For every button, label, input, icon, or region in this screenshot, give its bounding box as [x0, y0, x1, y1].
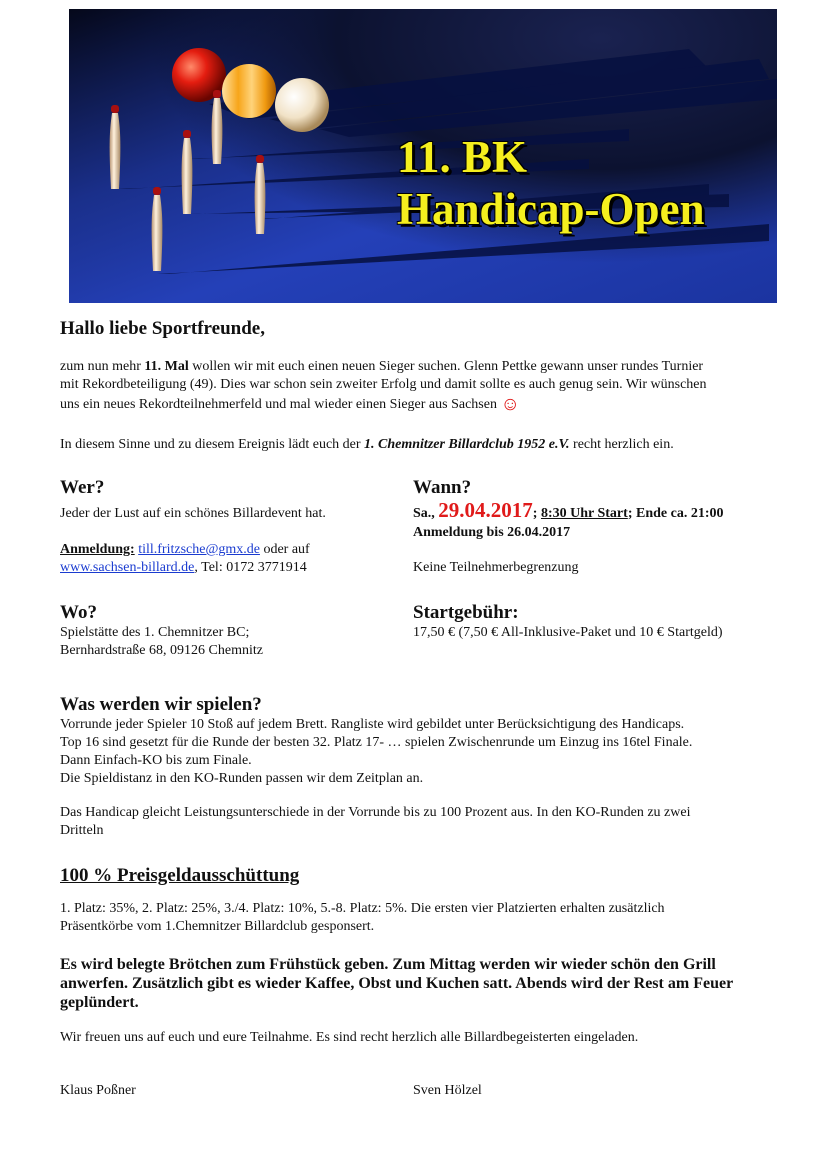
prize-distribution: [60, 900, 665, 936]
games-line-3: Dann Einfach-KO bis zum Finale.: [60, 753, 252, 768]
games-heading: Was werden wir spielen?: [60, 694, 262, 715]
invite-paragraph: [60, 436, 674, 454]
prize-heading: 100 % Preisgeldausschüttung: [60, 865, 300, 886]
phone-number: , Tel: 0172 3771914: [194, 560, 307, 575]
greeting-heading: Hallo liebe Sportfreunde,: [60, 318, 265, 339]
intro-bold-edition: 11. Mal: [144, 359, 189, 374]
venue-line-1: Spielstätte des 1. Chemnitzer BC;: [60, 625, 250, 640]
smiley-icon: ☺: [500, 394, 520, 415]
signature-right: Sven Hölzel: [413, 1083, 482, 1098]
header-banner: [69, 9, 777, 303]
start-time: 8:30 Uhr Start: [540, 506, 628, 521]
games-line-1: Vorrunde jeder Spieler 10 Stoß auf jedem Brett. Rangliste wird gebildet unter Berücksichtigung des Handicaps.: [60, 717, 685, 732]
invite-text-2: recht herzlich ein.: [569, 437, 674, 452]
banner-title-line1: 11. BK: [397, 132, 528, 182]
catering-paragraph: [60, 955, 733, 1012]
prize-line-2: Präsentkörbe vom 1.Chemnitzer Billardclub gesponsert.: [60, 919, 375, 934]
handicap-line-2: Dritteln: [60, 823, 104, 838]
games-line-2: Top 16 sind gesetzt für die Runde der besten 32. Platz 17- … spielen Zwischenrunde um Einzug ins 16tel Finale.: [60, 735, 693, 750]
wann-heading: Wann?: [413, 477, 472, 498]
closing-text: Wir freuen uns auf euch und eure Teilnahme. Es sind recht herzlich alle Billardbegeisterten eingeladen.: [60, 1030, 639, 1045]
invite-text-1: In diesem Sinne und zu diesem Ereignis lädt euch der: [60, 437, 365, 452]
registration-oder: oder auf: [259, 542, 310, 557]
handicap-paragraph: [60, 804, 691, 840]
catering-line-1: Es wird belegte Brötchen zum Frühstück geben. Zum Mittag werden wir wieder schön den Grill: [60, 956, 716, 973]
handicap-line-1: Das Handicap gleicht Leistungsunterschiede in der Vorrunde bis zu 100 Prozent aus. In den KO-Runden zu zwei: [60, 805, 691, 820]
venue-line-2: Bernhardstraße 68, 09126 Chemnitz: [60, 643, 263, 658]
intro-text-1: zum nun mehr: [60, 359, 145, 374]
wann-date-line: [413, 498, 724, 523]
banner-title-line2: Handicap-Open: [397, 184, 705, 234]
website-link[interactable]: www.sachsen-billard.de: [60, 560, 195, 575]
wo-heading: Wo?: [60, 602, 97, 623]
wer-text: Jeder der Lust auf ein schönes Billardevent hat.: [60, 506, 326, 521]
prize-line-1: 1. Platz: 35%, 2. Platz: 25%, 3./4. Platz: 10%, 5.-8. Platz: 5%. Die ersten vier Platzierten erhalten zusätzlich: [60, 901, 665, 916]
fee-heading: Startgebühr:: [413, 602, 519, 623]
venue-address: [60, 624, 263, 660]
banner-title: [397, 131, 705, 235]
end-time: ; Ende ca. 21:00: [627, 506, 724, 521]
fee-text: 17,50 € (7,50 € All-Inklusive-Paket und 10 € Startgeld): [413, 625, 723, 640]
participant-limit: Keine Teilnehmerbegrenzung: [413, 560, 579, 575]
catering-line-3: geplündert.: [60, 994, 139, 1011]
registration-block: [60, 541, 310, 577]
intro-line-2: mit Rekordbeteiligung (49). Dies war schon sein zweiter Erfolg und damit sollte es auch genug sein. Wir wünschen: [60, 377, 707, 392]
games-line-4: Die Spieldistanz in den KO-Runden passen wir dem Zeitplan an.: [60, 771, 424, 786]
wer-heading: Wer?: [60, 477, 105, 498]
registration-deadline: Anmeldung bis 26.04.2017: [413, 525, 571, 540]
date-separator: ;: [532, 506, 541, 521]
event-weekday: Sa.,: [413, 506, 439, 521]
catering-line-2: anwerfen. Zusätzlich gibt es wieder Kaffee, Obst und Kuchen satt. Abends wird der Rest am Feuer: [60, 975, 734, 992]
registration-label: Anmeldung:: [60, 542, 135, 557]
email-link[interactable]: till.fritzsche@gmx.de: [138, 542, 260, 557]
intro-text-2: wollen wir mit euch einen neuen Sieger suchen. Glenn Pettke gewann unser rundes Turnier: [188, 359, 704, 374]
event-date: 29.04.2017: [438, 498, 533, 522]
signature-left: Klaus Poßner: [60, 1083, 136, 1098]
club-name: 1. Chemnitzer Billardclub 1952 e.V.: [364, 437, 570, 452]
intro-line-3: uns ein neues Rekordteilnehmerfeld und mal wieder einen Sieger aus Sachsen: [60, 397, 501, 412]
intro-paragraph: [60, 358, 780, 414]
games-rules: [60, 716, 692, 788]
